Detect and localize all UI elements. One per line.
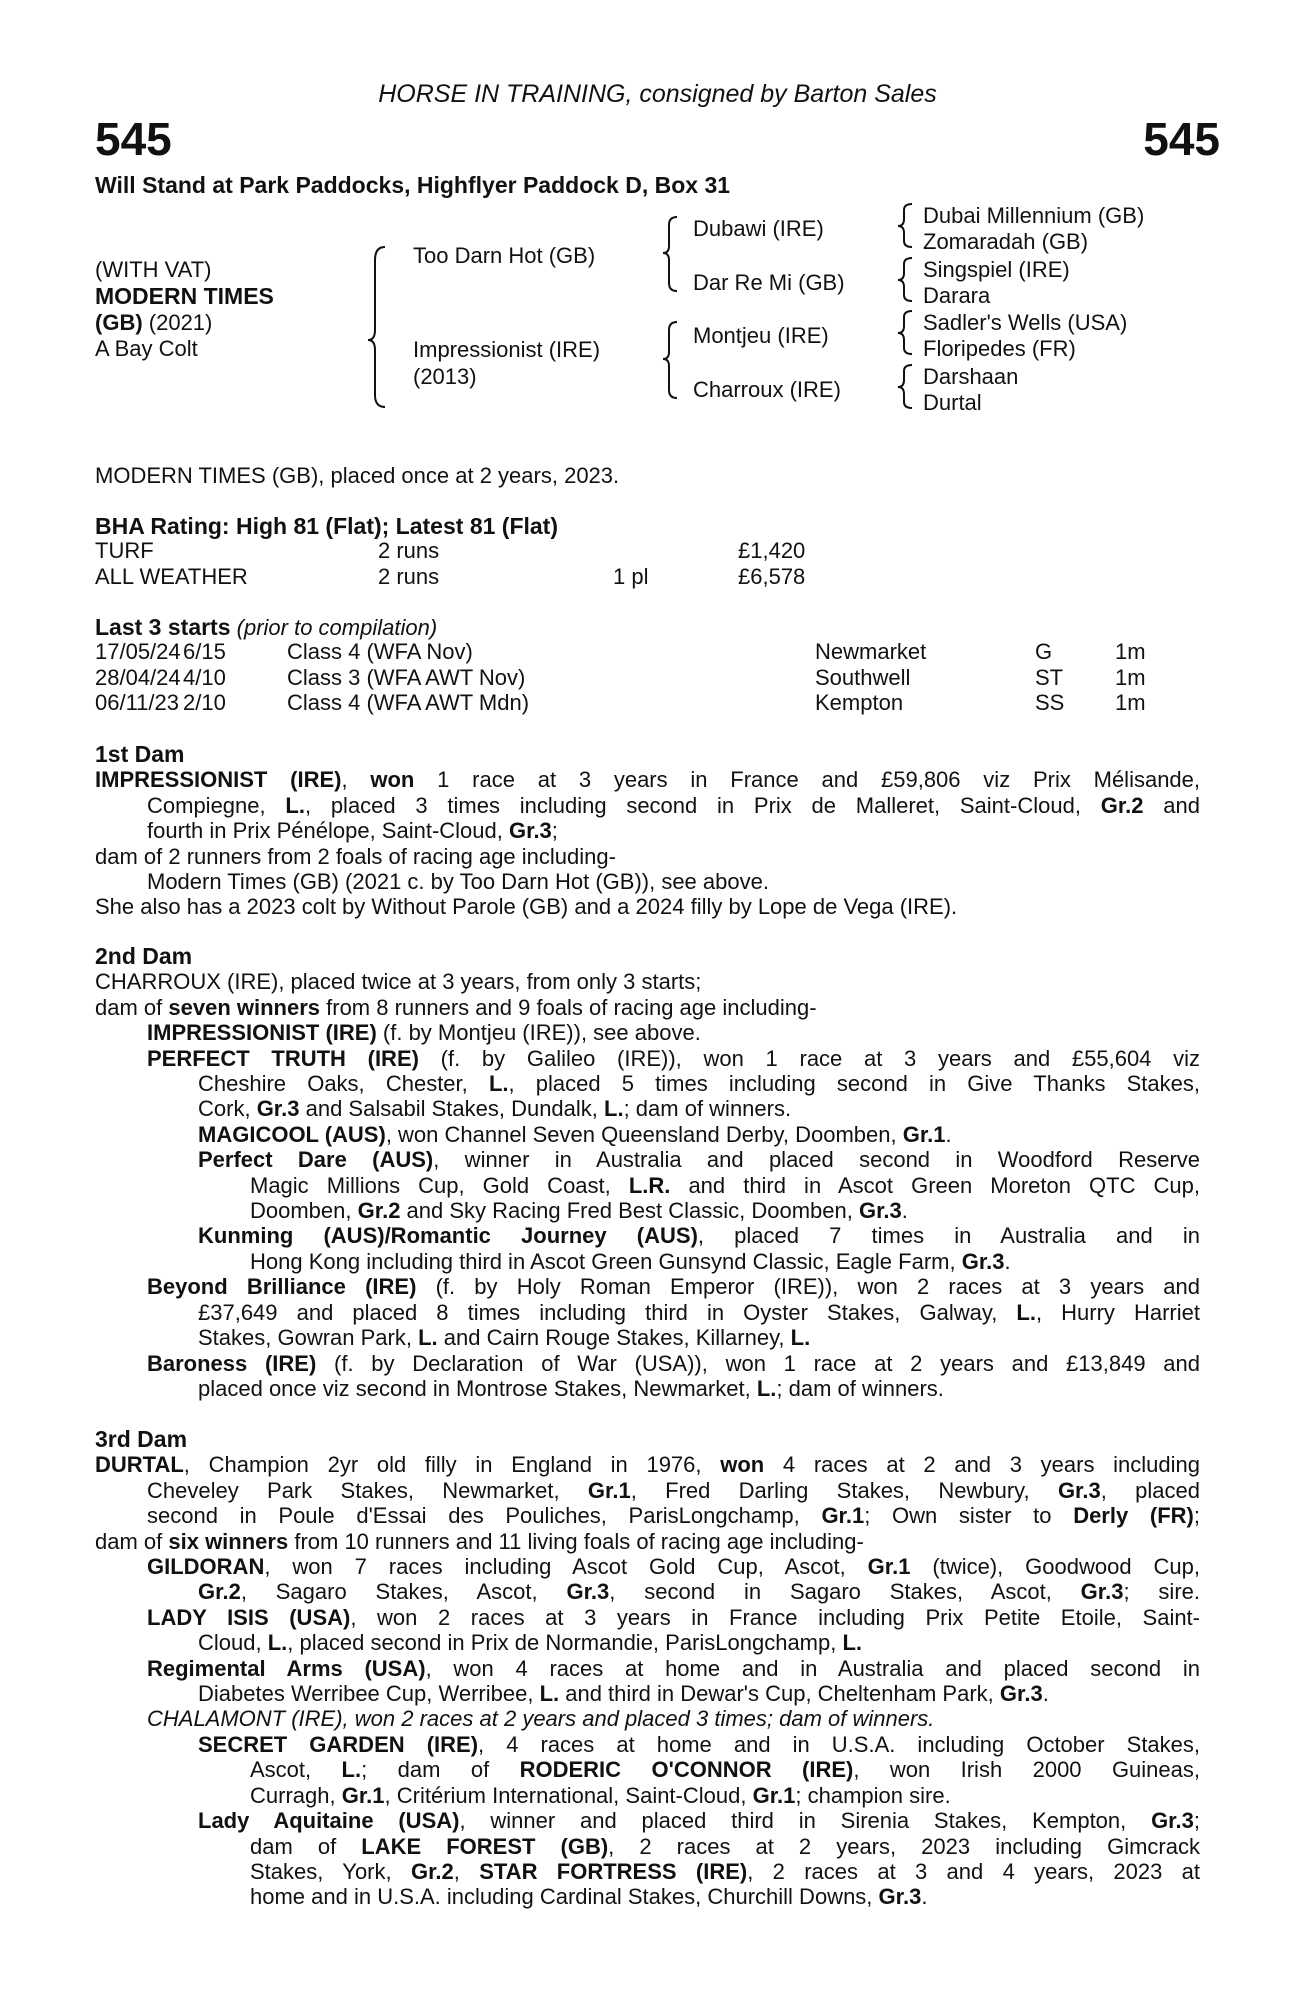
start-going: G: [1035, 639, 1053, 664]
text: ; dam of winners.: [623, 1096, 792, 1122]
text: , placed: [1100, 1477, 1200, 1503]
third-dam-section: [95, 1427, 1200, 1910]
text: , placed 7 times in Australia and in: [697, 1223, 1200, 1249]
text: , won 4 races at home and in Australia and placed second in: [425, 1655, 1200, 1681]
text: .: [1042, 1681, 1049, 1707]
text: , won Channel Seven Queensland Derby, Doomben,: [385, 1121, 903, 1147]
pedigree-g3: Singspiel (IRE): [923, 257, 1070, 282]
start-race: Class 3 (WFA AWT Nov): [287, 664, 526, 690]
pedigree-sire-sire: Dubawi (IRE): [693, 216, 824, 241]
text: , won Irish 2000 Guineas,: [853, 1757, 1200, 1783]
text-line: [95, 1859, 1200, 1884]
text: Cloud,: [198, 1630, 268, 1656]
text: from 8 runners and 9 foals of racing age including-: [320, 994, 817, 1020]
bold-text: L.: [842, 1630, 863, 1656]
text: ; champion sire.: [795, 1782, 951, 1808]
bold-text: IMPRESSIONIST (IRE): [95, 767, 342, 793]
bold-text: L.: [790, 1325, 811, 1351]
text: .: [1004, 1248, 1011, 1274]
bold-text: Baroness (IRE): [147, 1350, 317, 1376]
bold-text: Gr.1: [902, 1121, 946, 1147]
bold-text: Lady Aquitaine (USA): [198, 1808, 460, 1834]
lot-number-right: 545: [1143, 113, 1220, 165]
text-line: [95, 1884, 1200, 1909]
bold-text: Gr.3: [1151, 1808, 1194, 1834]
text: ; dam of winners.: [776, 1375, 944, 1401]
bold-text: Gr.1: [867, 1554, 911, 1580]
bold-text: Gr.2: [198, 1579, 241, 1605]
second-dam-section: [95, 944, 1200, 1401]
bold-text: L.: [267, 1630, 288, 1656]
start-dist: 1m: [1115, 690, 1146, 715]
text-line: [95, 995, 1200, 1020]
text: , Champion 2yr old filly in England in 1976,: [183, 1452, 721, 1478]
section-heading: 1st Dam: [95, 741, 185, 767]
text: Magic Millions Cup, Gold Coast,: [250, 1172, 629, 1198]
text: (f. by Declaration of War (USA)), won 1 race at 2 years and £13,849 and: [316, 1350, 1200, 1376]
text-line: [95, 1503, 1200, 1528]
start-course: Newmarket: [815, 639, 927, 664]
bracket-g2: [898, 258, 912, 301]
text-line: [95, 1554, 1200, 1579]
race-summary: MODERN TIMES (GB), placed once at 2 years, 2023.: [95, 463, 620, 488]
text: 1 race at 3 years in France and £59,806 viz Prix Mélisande,: [414, 767, 1201, 793]
text-line: [95, 1300, 1200, 1325]
text-line: [95, 1630, 1200, 1655]
pedigree-sire-dam: Dar Re Mi (GB): [693, 270, 845, 295]
text-line: [95, 1096, 1200, 1121]
bold-text: Gr.1: [587, 1477, 631, 1503]
bold-text: six winners: [168, 1528, 289, 1554]
text: £37,649 and placed 8 times including third in Oyster Stakes, Galway,: [198, 1299, 1017, 1325]
text: dam of: [250, 1833, 362, 1859]
text: (twice), Goodwood Cup,: [910, 1554, 1200, 1580]
start-date: 06/11/23: [95, 690, 180, 715]
bold-text: Gr.3: [999, 1681, 1043, 1707]
bracket-dam: [663, 322, 677, 398]
start-dist: 1m: [1115, 664, 1146, 690]
text: ;: [551, 818, 558, 844]
bold-text: GILDORAN: [147, 1554, 265, 1580]
text: , Critérium International, Saint-Cloud,: [384, 1782, 753, 1808]
text: second in Poule d'Essai des Pouliches, ParisLongchamp,: [147, 1503, 822, 1529]
text: Cork,: [198, 1096, 257, 1122]
pedigree-dam: Impressionist (IRE): [413, 337, 601, 362]
text: and Sky Racing Fred Best Classic, Doomben,: [400, 1198, 859, 1224]
bold-text: PERFECT TRUTH (IRE): [147, 1045, 419, 1071]
start-date: 28/04/24: [95, 664, 181, 690]
bold-text: L.: [488, 1071, 509, 1097]
bold-text: Regimental Arms (USA): [147, 1655, 426, 1681]
bold-text: Gr.2: [410, 1858, 454, 1884]
start-going: SS: [1035, 690, 1065, 715]
text: , won 7 races including Ascot Gold Cup, Ascot,: [264, 1554, 868, 1580]
bold-text: Kunming (AUS)/Romantic Journey (AUS): [198, 1223, 698, 1249]
text: Stakes, York,: [250, 1858, 411, 1884]
text-line: [95, 1249, 1200, 1274]
starts-title: Last 3 starts: [95, 614, 231, 640]
text: dam of: [95, 1528, 169, 1554]
bold-text: L.: [285, 792, 305, 818]
text-line: [95, 1325, 1200, 1350]
text-line: [95, 1783, 1200, 1808]
bracket-main: [368, 247, 385, 407]
start-pos: 6/15: [183, 639, 226, 664]
pedigree-g2: Zomaradah (GB): [923, 229, 1089, 254]
text-line: dam of 2 runners from 2 foals of racing age including-: [95, 843, 616, 869]
text-line: [95, 1376, 1200, 1401]
text: , 2 races at 2 years, 2023 including Gimcrack: [608, 1833, 1200, 1859]
bold-text: Gr.3: [878, 1884, 922, 1910]
text: , winner and placed third in Sirenia Stakes, Kempton,: [459, 1808, 1152, 1834]
start-date: 17/05/24: [95, 639, 181, 664]
text: 4 races at 2 and 3 years including: [764, 1452, 1201, 1478]
bold-text: Gr.2: [357, 1198, 401, 1224]
bold-text: Perfect Dare (AUS): [198, 1147, 434, 1173]
rating-surface: TURF: [95, 538, 154, 563]
bold-text: RODERIC O'CONNOR (IRE): [519, 1757, 854, 1783]
bold-text: DURTAL: [95, 1452, 184, 1478]
bold-text: MAGICOOL (AUS): [198, 1121, 386, 1147]
text-line: [95, 1834, 1200, 1859]
text: Cheshire Oaks, Chester,: [198, 1071, 489, 1097]
text-line: [95, 1732, 1200, 1757]
text: , winner in Australia and placed second in Woodford Reserve: [433, 1147, 1201, 1173]
start-course: Southwell: [815, 664, 911, 690]
start-pos: 4/10: [183, 664, 226, 690]
rating-title: BHA Rating: High 81 (Flat); Latest 81 (Flat): [95, 513, 558, 539]
section-heading: 2nd Dam: [95, 943, 193, 969]
rating-earnings: £1,420: [738, 538, 806, 563]
text: , placed 5 times including second in Give Thanks Stakes,: [508, 1071, 1200, 1097]
text-line: [95, 1681, 1200, 1706]
text: and: [1143, 792, 1200, 818]
bracket-g1: [898, 204, 912, 247]
pedigree-sire: Too Darn Hot (GB): [413, 243, 596, 268]
text: and Cairn Rouge Stakes, Killarney,: [437, 1325, 791, 1351]
pedigree-g8: Durtal: [923, 390, 982, 415]
bold-text: won: [370, 767, 415, 793]
text: fourth in Prix Pénélope, Saint-Cloud,: [147, 818, 509, 844]
text: , placed second in Prix de Normandie, ParisLongchamp,: [287, 1630, 843, 1656]
text: ;: [1193, 1503, 1200, 1529]
text-line: [95, 1452, 1200, 1477]
bold-text: LADY ISIS (USA): [147, 1604, 351, 1630]
pedigree-g7: Darshaan: [923, 364, 1019, 389]
bold-text: Gr.1: [752, 1782, 796, 1808]
horse-description: A Bay Colt: [95, 336, 198, 361]
text: , second in Sagaro Stakes, Ascot,: [609, 1579, 1081, 1605]
bold-text: L.: [341, 1757, 362, 1783]
bold-text: Gr.3: [1057, 1477, 1101, 1503]
pedigree-g6: Floripedes (FR): [923, 336, 1076, 361]
text: and third in Dewar's Cup, Cheltenham Park,: [559, 1681, 1000, 1707]
bold-text: Gr.3: [1080, 1579, 1124, 1605]
text: ; Own sister to: [864, 1503, 1074, 1529]
text: Diabetes Werribee Cup, Werribee,: [198, 1681, 540, 1707]
text: .: [945, 1121, 952, 1147]
vat-note: (WITH VAT): [95, 257, 212, 282]
horse-name: MODERN TIMES: [95, 283, 274, 309]
text: , placed 3 times including second in Prix de Malleret, Saint-Cloud,: [304, 792, 1101, 818]
start-going: ST: [1035, 664, 1064, 690]
bold-text: Gr.3: [508, 818, 552, 844]
bold-text: Gr.1: [341, 1782, 385, 1808]
text: .: [901, 1198, 908, 1224]
bracket-g3: [898, 311, 912, 354]
text-line: [95, 1351, 1200, 1376]
start-course: Kempton: [815, 690, 904, 715]
text-line: [95, 1122, 1200, 1147]
text: and Salsabil Stakes, Dundalk,: [299, 1096, 605, 1122]
text-line: [95, 1274, 1200, 1299]
text: Stakes, Gowran Park,: [198, 1325, 419, 1351]
bold-text: Gr.3: [566, 1579, 610, 1605]
starts-note: (prior to compilation): [236, 615, 438, 640]
text: , won 2 races at 3 years in France including Prix Petite Etoile, Saint-: [350, 1604, 1201, 1630]
text-line: [95, 1223, 1200, 1248]
text: ; sire.: [1123, 1579, 1200, 1605]
text-line: [95, 818, 1200, 843]
text-line: [95, 1605, 1200, 1630]
text: ,: [341, 767, 371, 793]
bracket-sire: [663, 217, 677, 291]
text: (f. by Holy Roman Emperor (IRE)), won 2 races at 3 years and: [416, 1274, 1200, 1300]
pedigree-g4: Darara: [923, 283, 991, 308]
bold-text: Gr.3: [961, 1248, 1005, 1274]
pedigree-dam-year: (2013): [413, 364, 477, 389]
pedigree-dam-sire: Montjeu (IRE): [693, 323, 829, 348]
first-dam-section: [95, 742, 1200, 920]
text-line: [95, 1046, 1200, 1071]
text: dam of: [95, 994, 169, 1020]
catalogue-header: HORSE IN TRAINING, consigned by Barton Sales: [378, 80, 937, 108]
text: Cheveley Park Stakes, Newmarket,: [147, 1477, 588, 1503]
start-race: Class 4 (WFA AWT Mdn): [287, 690, 530, 715]
bold-text: seven winners: [168, 994, 321, 1020]
text: , Sagaro Stakes, Ascot,: [240, 1579, 567, 1605]
starts-heading: [95, 614, 437, 641]
text-line: [95, 1147, 1200, 1172]
rating-surface: ALL WEATHER: [95, 564, 248, 589]
text: from 10 runners and 11 living foals of racing age including-: [288, 1528, 864, 1554]
text: Doomben,: [250, 1198, 358, 1224]
text-line: [95, 1071, 1200, 1096]
bold-text: Gr.3: [256, 1096, 300, 1122]
bold-text: LAKE FOREST (GB): [361, 1833, 609, 1859]
rating-earnings: £6,578: [738, 564, 806, 589]
text-line: CHALAMONT (IRE), won 2 races at 2 years and placed 3 times; dam of winners.: [147, 1706, 935, 1732]
start-dist: 1m: [1115, 639, 1146, 664]
text: , Hurry Harriet: [1035, 1299, 1200, 1325]
text: (f. by Montjeu (IRE)), see above.: [376, 1020, 701, 1046]
pedigree-g5: Sadler's Wells (USA): [923, 310, 1128, 335]
pedigree-g1: Dubai Millennium (GB): [923, 203, 1145, 228]
bold-text: IMPRESSIONIST (IRE): [147, 1020, 377, 1046]
bold-text: Beyond Brilliance (IRE): [147, 1274, 417, 1300]
bold-text: L.: [604, 1096, 624, 1122]
text: (f. by Galileo (IRE)), won 1 race at 3 years and £55,604 viz: [418, 1045, 1200, 1071]
text-line: [95, 767, 1200, 792]
text: Hong Kong including third in Ascot Green Gunsynd Classic, Eagle Farm,: [250, 1248, 962, 1274]
text-line: [95, 793, 1200, 818]
text-line: [95, 1173, 1200, 1198]
text-line: [95, 1529, 1200, 1554]
bold-text: won: [720, 1452, 765, 1478]
rating-placed: 1 pl: [613, 564, 649, 589]
text-line: She also has a 2023 colt by Without Parole (GB) and a 2024 filly by Lope de Vega (IRE).: [95, 894, 958, 920]
text: ;: [1193, 1808, 1200, 1834]
text: Ascot,: [250, 1757, 342, 1783]
start-pos: 2/10: [183, 690, 226, 715]
bold-text: L.: [1016, 1299, 1036, 1325]
horse-origin: (GB): [95, 310, 143, 335]
bold-text: L.R.: [628, 1172, 671, 1198]
pedigree-dam-dam: Charroux (IRE): [693, 377, 841, 402]
text-line: CHARROUX (IRE), placed twice at 3 years, from only 3 starts;: [95, 969, 702, 995]
section-heading: 3rd Dam: [95, 1426, 188, 1452]
text-line: [95, 1478, 1200, 1503]
text-line: [95, 1757, 1200, 1782]
lot-number-left: 545: [95, 113, 172, 165]
start-race: Class 4 (WFA Nov): [287, 639, 473, 664]
bracket-g4: [898, 365, 912, 408]
text: Compiegne,: [147, 792, 286, 818]
horse-year: (2021): [142, 310, 213, 335]
text: .: [921, 1884, 928, 1910]
stand-location: Will Stand at Park Paddocks, Highflyer Paddock D, Box 31: [95, 172, 731, 198]
text: and third in Ascot Green Moreton QTC Cup,: [670, 1172, 1201, 1198]
text-line: [95, 1579, 1200, 1604]
bold-text: L.: [756, 1375, 777, 1401]
bold-text: STAR FORTRESS (IRE): [479, 1858, 748, 1884]
bold-text: L.: [418, 1325, 438, 1351]
text: , 4 races at home and in U.S.A. including October Stakes,: [478, 1731, 1201, 1757]
text: ; dam of: [361, 1757, 520, 1783]
text-line: [95, 1808, 1200, 1833]
text-line: Modern Times (GB) (2021 c. by Too Darn Hot (GB)), see above.: [147, 869, 769, 895]
bold-text: Gr.2: [1100, 792, 1144, 818]
bold-text: L.: [539, 1681, 560, 1707]
text-line: [95, 1656, 1200, 1681]
bold-text: Gr.1: [821, 1503, 865, 1529]
bold-text: SECRET GARDEN (IRE): [198, 1731, 479, 1757]
rating-runs: 2 runs: [378, 538, 440, 563]
bold-text: Derly (FR): [1073, 1503, 1194, 1529]
text: home and in U.S.A. including Cardinal Stakes, Churchill Downs,: [250, 1884, 879, 1910]
text: , 2 races at 3 and 4 years, 2023 at: [747, 1858, 1200, 1884]
rating-runs: 2 runs: [378, 564, 440, 589]
text: placed once viz second in Montrose Stakes, Newmarket,: [198, 1375, 757, 1401]
text: ,: [453, 1858, 480, 1884]
text-line: [95, 1198, 1200, 1223]
text: Curragh,: [250, 1782, 342, 1808]
bold-text: Gr.3: [858, 1198, 902, 1224]
text: , Fred Darling Stakes, Newbury,: [630, 1477, 1058, 1503]
text-line: [95, 1020, 1200, 1045]
